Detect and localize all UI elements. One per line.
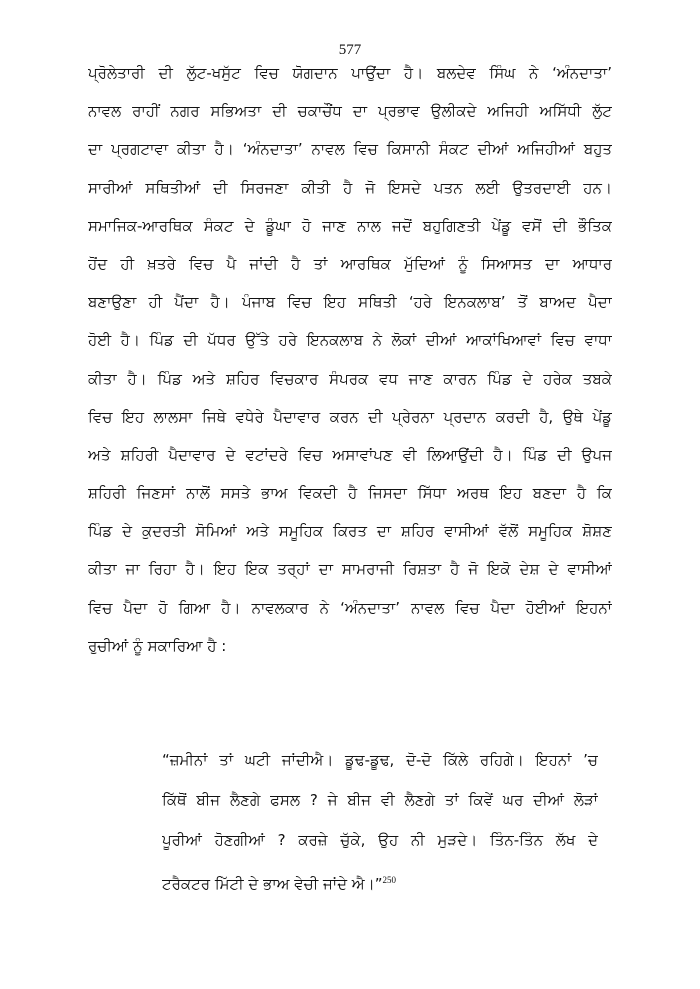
paragraph-line: ਸਾਰੀਆਂ ਸਥਿਤੀਆਂ ਦੀ ਸਿਰਜਣਾ ਕੀਤੀ ਹੈ ਜੋ ਇਸਦੇ ਪਤਨ ਲਈ ਉਤਰਦਾਈ ਹਨ। bbox=[88, 178, 612, 197]
quote-line-text: ਕਿੱਥੋਂ ਬੀਜ ਲੈਣਗੇ ਫਸਲ ? ਜੇ ਬੀਜ ਵੀ ਲੈਣਗੇ ਤਾਂ ਕਿਵੇਂ ਘਰ ਦੀਆਂ ਲੋੜਾਂ bbox=[162, 791, 598, 809]
quote-line-text: ਟਰੈਕਟਰ ਮਿੱਟੀ ਦੇ ਭਾਅ ਵੇਚੀ ਜਾਂਦੇ ਐ।” bbox=[162, 875, 383, 893]
quote-line-text: ਪੂਰੀਆਂ ਹੋਣਗੀਆਂ ? ਕਰਜ਼ੇ ਚੁੱਕੇ, ਉਹ ਨੀ ਮੁੜਦੇ। ਤਿੰਨ-ਤਿੰਨ ਲੱਖ ਦੇ bbox=[162, 831, 598, 849]
paragraph-line: ਬਣਾਉਣਾ ਹੀ ਪੈਂਦਾ ਹੈ। ਪੰਜਾਬ ਵਿਚ ਇਹ ਸਥਿਤੀ ‘ਹਰੇ ਇਨਕਲਾਬ’ ਤੋਂ ਬਾਅਦ ਪੈਦਾ bbox=[88, 293, 612, 312]
paragraph-line: ਸ਼ਹਿਰੀ ਜਿਣਸਾਂ ਨਾਲੋਂ ਸਸਤੇ ਭਾਅ ਵਿਕਦੀ ਹੈ ਜਿਸਦਾ ਸਿੱਧਾ ਅਰਥ ਇਹ ਬਣਦਾ ਹੈ ਕਿ bbox=[88, 484, 612, 503]
paragraph-line: ਨਾਵਲ ਰਾਹੀਂ ਨਗਰ ਸਭਿਅਤਾ ਦੀ ਚਕਾਚੌਂਧ ਦਾ ਪ੍ਰਭਾਵ ਉਲੀਕਦੇ ਅਜਿਹੀ ਅਸਿੱਧੀ ਲੁੱਟ bbox=[88, 102, 612, 121]
paragraph-line: ਰੁਚੀਆਂ ਨੂੰ ਸਕਾਰਿਆ ਹੈ : bbox=[88, 636, 227, 655]
body-paragraph bbox=[88, 58, 612, 669]
paragraph-line: ਹੋਂਦ ਹੀ ਖ਼ਤਰੇ ਵਿਚ ਪੈ ਜਾਂਦੀ ਹੈ ਤਾਂ ਆਰਥਿਕ ਮੁੱਦਿਆਂ ਨੂੰ ਸਿਆਸਤ ਦਾ ਆਧਾਰ bbox=[88, 254, 612, 273]
paragraph-line: ਪਿੰਡ ਦੇ ਕੁਦਰਤੀ ਸੋਮਿਆਂ ਅਤੇ ਸਮੂਹਿਕ ਕਿਰਤ ਦਾ ਸ਼ਹਿਰ ਵਾਸੀਆਂ ਵੱਲੋਂ ਸਮੂਹਿਕ ਸ਼ੋਸ਼ਣ bbox=[88, 522, 612, 541]
quote-line bbox=[162, 825, 598, 865]
quote-line bbox=[162, 865, 598, 905]
paragraph-line: ਵਿਚ ਪੈਦਾ ਹੋ ਗਿਆ ਹੈ। ਨਾਵਲਕਾਰ ਨੇ ‘ਅੰਨਦਾਤਾ’ ਨਾਵਲ ਵਿਚ ਪੈਦਾ ਹੋਈਆਂ ਇਹਨਾਂ bbox=[88, 598, 612, 617]
paragraph-line: ਵਿਚ ਇਹ ਲਾਲਸਾ ਜਿਥੇ ਵਧੇਰੇ ਪੈਦਾਵਾਰ ਕਰਨ ਦੀ ਪ੍ਰੇਰਨਾ ਪ੍ਰਦਾਨ ਕਰਦੀ ਹੈ, ਉਥੇ ਪੇਂਡੂ bbox=[88, 407, 612, 426]
quote-line-text: “ਜ਼ਮੀਨਾਂ ਤਾਂ ਘਟੀ ਜਾਂਦੀਐ। ਡੂਢ-ਡੂਢ, ਦੋ-ਦੋ ਕਿੱਲੇ ਰਹਿਗੇ। ਇਹਨਾਂ ’ਚ bbox=[162, 751, 598, 769]
quote-line bbox=[162, 745, 598, 785]
quote-line bbox=[162, 785, 598, 825]
paragraph-line: ਕੀਤਾ ਹੈ। ਪਿੰਡ ਅਤੇ ਸ਼ਹਿਰ ਵਿਚਕਾਰ ਸੰਪਰਕ ਵਧ ਜਾਣ ਕਾਰਨ ਪਿੰਡ ਦੇ ਹਰੇਕ ਤਬਕੇ bbox=[88, 369, 612, 388]
paragraph-line: ਕੀਤਾ ਜਾ ਰਿਹਾ ਹੈ। ਇਹ ਇਕ ਤਰ੍ਹਾਂ ਦਾ ਸਾਮਰਾਜੀ ਰਿਸ਼ਤਾ ਹੈ ਜੋ ਇਕੋ ਦੇਸ਼ ਦੇ ਵਾਸੀਆਂ bbox=[88, 560, 612, 579]
paragraph-line: ਸਮਾਜਿਕ-ਆਰਥਿਕ ਸੰਕਟ ਦੇ ਡੂੰਘਾ ਹੋ ਜਾਣ ਨਾਲ ਜਦੋਂ ਬਹੁਗਿਣਤੀ ਪੇਂਡੂ ਵਸੋਂ ਦੀ ਭੌਤਿਕ bbox=[88, 216, 612, 235]
paragraph-line: ਅਤੇ ਸ਼ਹਿਰੀ ਪੈਦਾਵਾਰ ਦੇ ਵਟਾਂਦਰੇ ਵਿਚ ਅਸਾਵਾਂਪਣ ਵੀ ਲਿਆਉਂਦੀ ਹੈ। ਪਿੰਡ ਦੀ ਉਪਜ bbox=[88, 445, 612, 464]
footnote-reference[interactable]: 250 bbox=[382, 875, 397, 885]
page-number: 577 bbox=[338, 42, 362, 58]
paragraph-line: ਹੋਈ ਹੈ। ਪਿੰਡ ਦੀ ਪੱਧਰ ਉੱਤੇ ਹਰੇ ਇਨਕਲਾਬ ਨੇ ਲੋਕਾਂ ਦੀਆਂ ਆਕਾਂਖਿਆਵਾਂ ਵਿਚ ਵਾਧਾ bbox=[88, 331, 612, 350]
paragraph-line: ਦਾ ਪ੍ਰਗਟਾਵਾ ਕੀਤਾ ਹੈ। ‘ਅੰਨਦਾਤਾ’ ਨਾਵਲ ਵਿਚ ਕਿਸਾਨੀ ਸੰਕਟ ਦੀਆਂ ਅਜਿਹੀਆਂ ਬਹੁਤ bbox=[88, 140, 612, 159]
block-quote bbox=[162, 745, 598, 905]
paragraph-line: ਪ੍ਰੋਲੇਤਾਰੀ ਦੀ ਲੁੱਟ-ਖਸੁੱਟ ਵਿਚ ਯੋਗਦਾਨ ਪਾਉਂਦਾ ਹੈ। ਬਲਦੇਵ ਸਿੰਘ ਨੇ ‘ਅੰਨਦਾਤਾ’ bbox=[88, 64, 612, 82]
